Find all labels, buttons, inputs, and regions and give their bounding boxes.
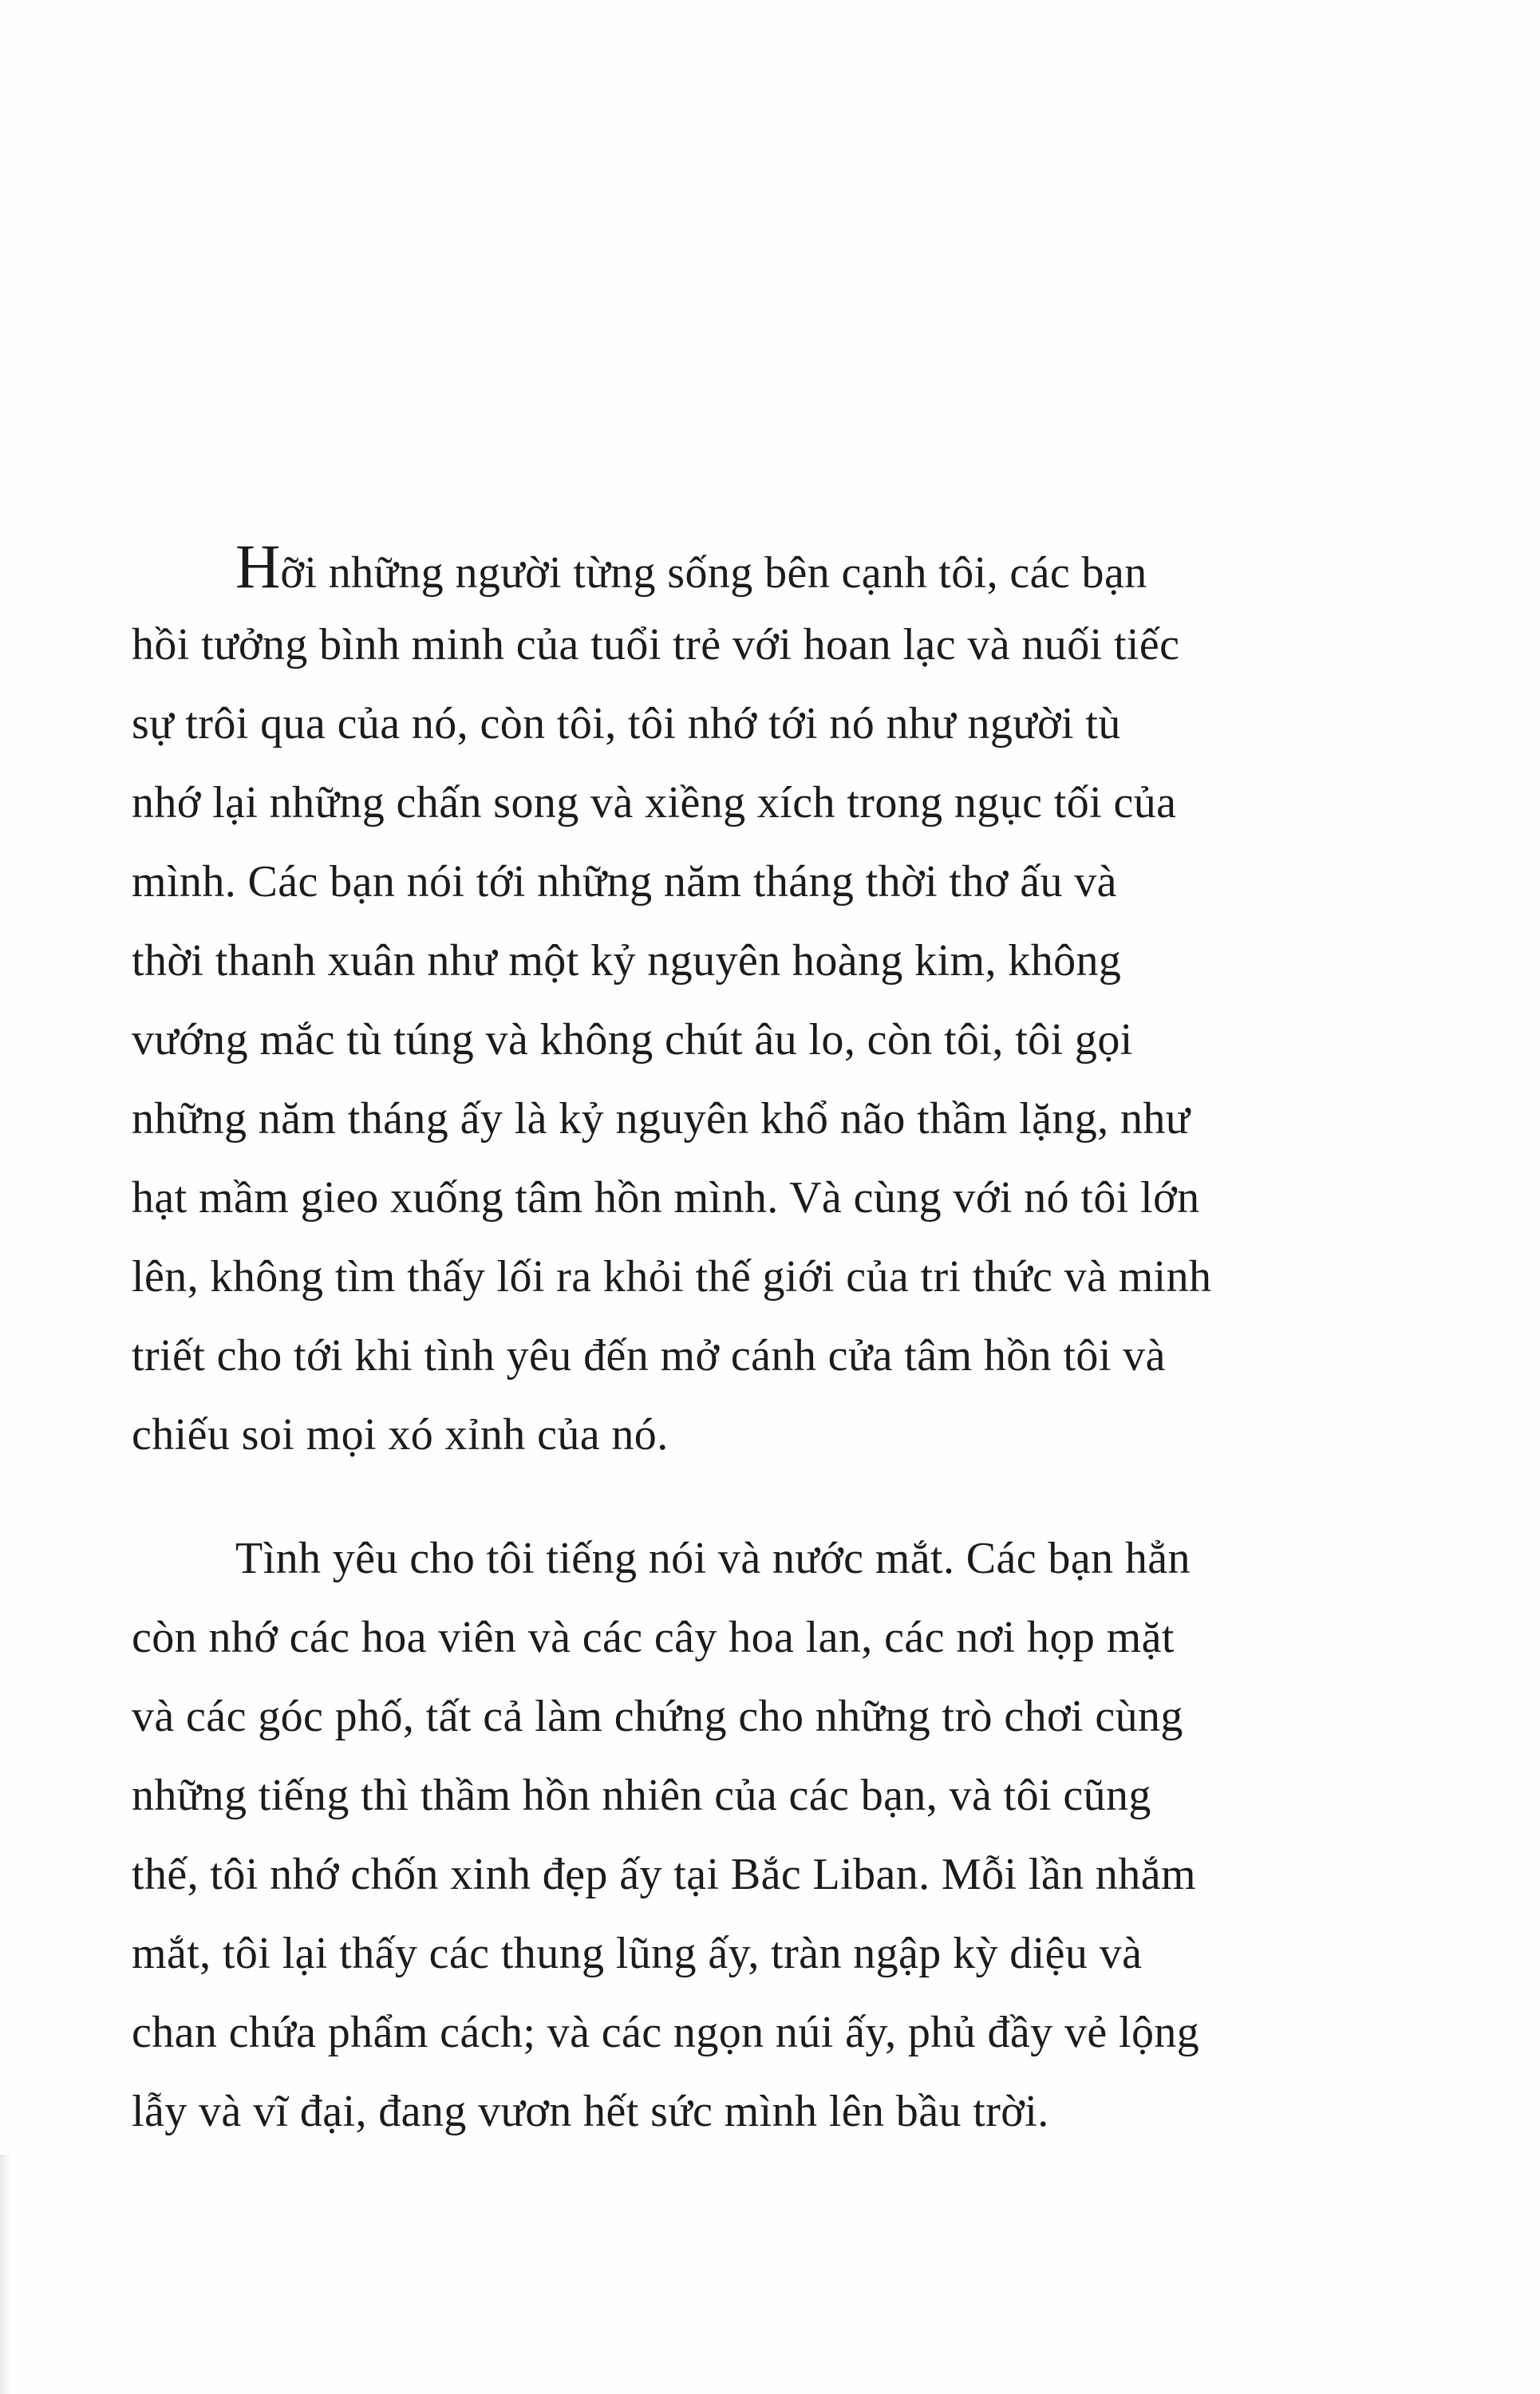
paragraph-1 bbox=[132, 527, 1329, 1475]
text-line: chiếu soi mọi xó xỉnh của nó. bbox=[132, 1410, 669, 1460]
text-line: lên, không tìm thấy lối ra khỏi thế giới của tri thức và minh bbox=[132, 1252, 1212, 1302]
paragraph-first-line bbox=[132, 527, 1329, 606]
text-line: còn nhớ các hoa viên và các cây hoa lan, các nơi họp mặt bbox=[132, 1613, 1175, 1662]
text-line: vướng mắc tù túng và không chút âu lo, còn tôi, tôi gọi bbox=[132, 1015, 1133, 1065]
text-line: thời thanh xuân như một kỷ nguyên hoàng kim, không bbox=[132, 936, 1122, 986]
text-line: những năm tháng ấy là kỷ nguyên khổ não thầm lặng, như bbox=[132, 1094, 1191, 1144]
text-line: thế, tôi nhớ chốn xinh đẹp ấy tại Bắc Liban. Mỗi lần nhắm bbox=[132, 1850, 1196, 1899]
paragraph-2 bbox=[132, 1519, 1329, 2151]
text-line: lẫy và vĩ đại, đang vươn hết sức mình lên bầu trời. bbox=[132, 2087, 1049, 2136]
body-text bbox=[132, 527, 1329, 2151]
text-line: sự trôi qua của nó, còn tôi, tôi nhớ tới nó như người tù bbox=[132, 699, 1121, 749]
text-line: hồi tưởng bình minh của tuổi trẻ với hoan lạc và nuối tiếc bbox=[132, 620, 1180, 670]
text-line: và các góc phố, tất cả làm chứng cho những trò chơi cùng bbox=[132, 1692, 1183, 1741]
text-line: mình. Các bạn nói tới những năm tháng thời thơ ấu và bbox=[132, 857, 1117, 907]
text-line: nhớ lại những chấn song và xiềng xích trong ngục tối của bbox=[132, 778, 1177, 828]
drop-cap: H bbox=[235, 531, 281, 601]
first-line-text: ỡi những người từng sống bên cạnh tôi, các bạn bbox=[280, 548, 1147, 598]
page-edge-shadow bbox=[0, 2155, 11, 2394]
text-line: triết cho tới khi tình yêu đến mở cánh cửa tâm hồn tôi và bbox=[132, 1331, 1166, 1381]
text-line: hạt mầm gieo xuống tâm hồn mình. Và cùng với nó tôi lớn bbox=[132, 1173, 1200, 1223]
text-line: chan chứa phẩm cách; và các ngọn núi ấy, phủ đầy vẻ lộng bbox=[132, 2008, 1200, 2057]
text-line: mắt, tôi lại thấy các thung lũng ấy, tràn ngập kỳ diệu và bbox=[132, 1929, 1143, 1978]
text-line: những tiếng thì thầm hồn nhiên của các bạn, và tôi cũng bbox=[132, 1771, 1151, 1820]
paragraph-first-line: Tình yêu cho tôi tiếng nói và nước mắt. Các bạn hẳn bbox=[235, 1534, 1191, 1583]
paragraph-spacer bbox=[132, 1475, 1329, 1519]
